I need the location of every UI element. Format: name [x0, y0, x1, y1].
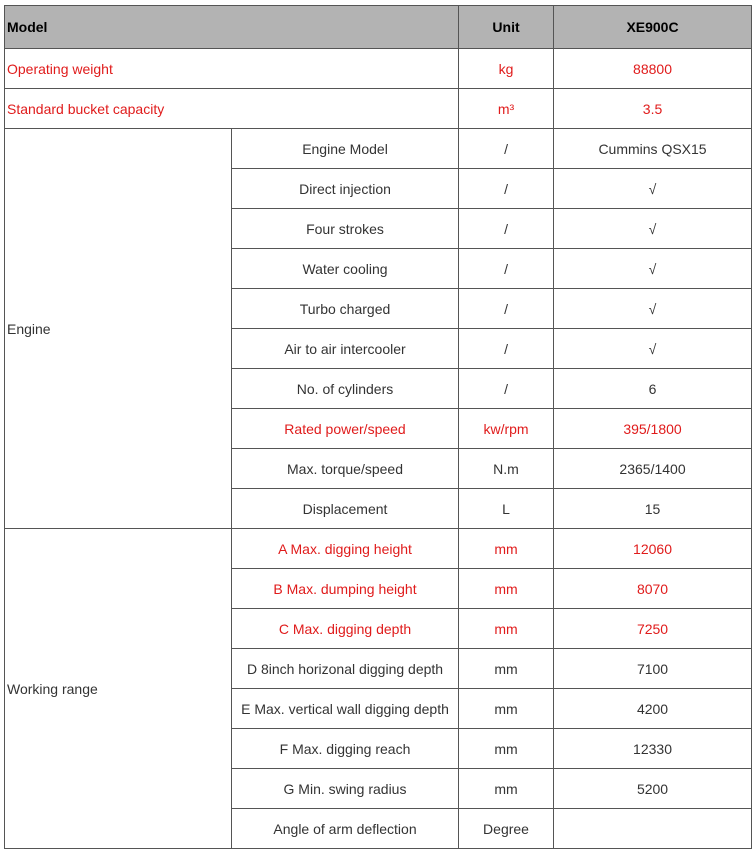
- row-param: A Max. digging height: [232, 529, 459, 569]
- row-unit: L: [459, 489, 554, 529]
- row-param: No. of cylinders: [232, 369, 459, 409]
- row-param: Water cooling: [232, 249, 459, 289]
- row-param: Direct injection: [232, 169, 459, 209]
- row-value: 3.5: [554, 89, 752, 129]
- header-model-cell: Model: [5, 6, 459, 49]
- row-unit: /: [459, 329, 554, 369]
- row-label: Standard bucket capacity: [5, 89, 459, 129]
- row-param: C Max. digging depth: [232, 609, 459, 649]
- header-row: [5, 6, 752, 49]
- row-value: 12060: [554, 529, 752, 569]
- row-unit: mm: [459, 649, 554, 689]
- row-param: D 8inch horizonal digging depth: [232, 649, 459, 689]
- row-value: √: [554, 169, 752, 209]
- header-unit-cell: Unit: [459, 6, 554, 49]
- row-unit: kg: [459, 49, 554, 89]
- row-value: 88800: [554, 49, 752, 89]
- row-value: √: [554, 289, 752, 329]
- row-param: E Max. vertical wall digging depth: [232, 689, 459, 729]
- row-unit: mm: [459, 569, 554, 609]
- row-unit: mm: [459, 609, 554, 649]
- row-value: Cummins QSX15: [554, 129, 752, 169]
- spec-table: [4, 5, 752, 849]
- row-unit: /: [459, 289, 554, 329]
- row-unit: /: [459, 169, 554, 209]
- row-unit: mm: [459, 769, 554, 809]
- row-value: 2365/1400: [554, 449, 752, 489]
- row-value: 8070: [554, 569, 752, 609]
- row-param: Engine Model: [232, 129, 459, 169]
- header-model-name-cell: XE900C: [554, 6, 752, 49]
- row-unit: /: [459, 369, 554, 409]
- row-value: 5200: [554, 769, 752, 809]
- row-value: 7100: [554, 649, 752, 689]
- row-value: 12330: [554, 729, 752, 769]
- row-param: Four strokes: [232, 209, 459, 249]
- working-range-group-label: Working range: [5, 529, 232, 849]
- row-value: 7250: [554, 609, 752, 649]
- row-param: B Max. dumping height: [232, 569, 459, 609]
- row-value: 395/1800: [554, 409, 752, 449]
- row-unit: mm: [459, 729, 554, 769]
- engine-group-label: Engine: [5, 129, 232, 529]
- row-value: 4200: [554, 689, 752, 729]
- row-value: 6: [554, 369, 752, 409]
- table-row: [5, 529, 752, 569]
- table-row: [5, 129, 752, 169]
- row-param: Rated power/speed: [232, 409, 459, 449]
- row-param: Displacement: [232, 489, 459, 529]
- row-unit: Degree: [459, 809, 554, 849]
- row-unit: mm: [459, 529, 554, 569]
- row-unit: /: [459, 129, 554, 169]
- row-unit: N.m: [459, 449, 554, 489]
- row-unit: /: [459, 249, 554, 289]
- row-value: √: [554, 329, 752, 369]
- row-value: 15: [554, 489, 752, 529]
- row-param: Angle of arm deflection: [232, 809, 459, 849]
- row-unit: /: [459, 209, 554, 249]
- row-param: Turbo charged: [232, 289, 459, 329]
- row-param: Max. torque/speed: [232, 449, 459, 489]
- row-unit: mm: [459, 689, 554, 729]
- row-param: Air to air intercooler: [232, 329, 459, 369]
- table-row: [5, 89, 752, 129]
- row-unit: m³: [459, 89, 554, 129]
- row-label: Operating weight: [5, 49, 459, 89]
- row-param: F Max. digging reach: [232, 729, 459, 769]
- row-value: √: [554, 209, 752, 249]
- row-value: √: [554, 249, 752, 289]
- row-value: [554, 809, 752, 849]
- table-row: [5, 49, 752, 89]
- row-unit: kw/rpm: [459, 409, 554, 449]
- row-param: G Min. swing radius: [232, 769, 459, 809]
